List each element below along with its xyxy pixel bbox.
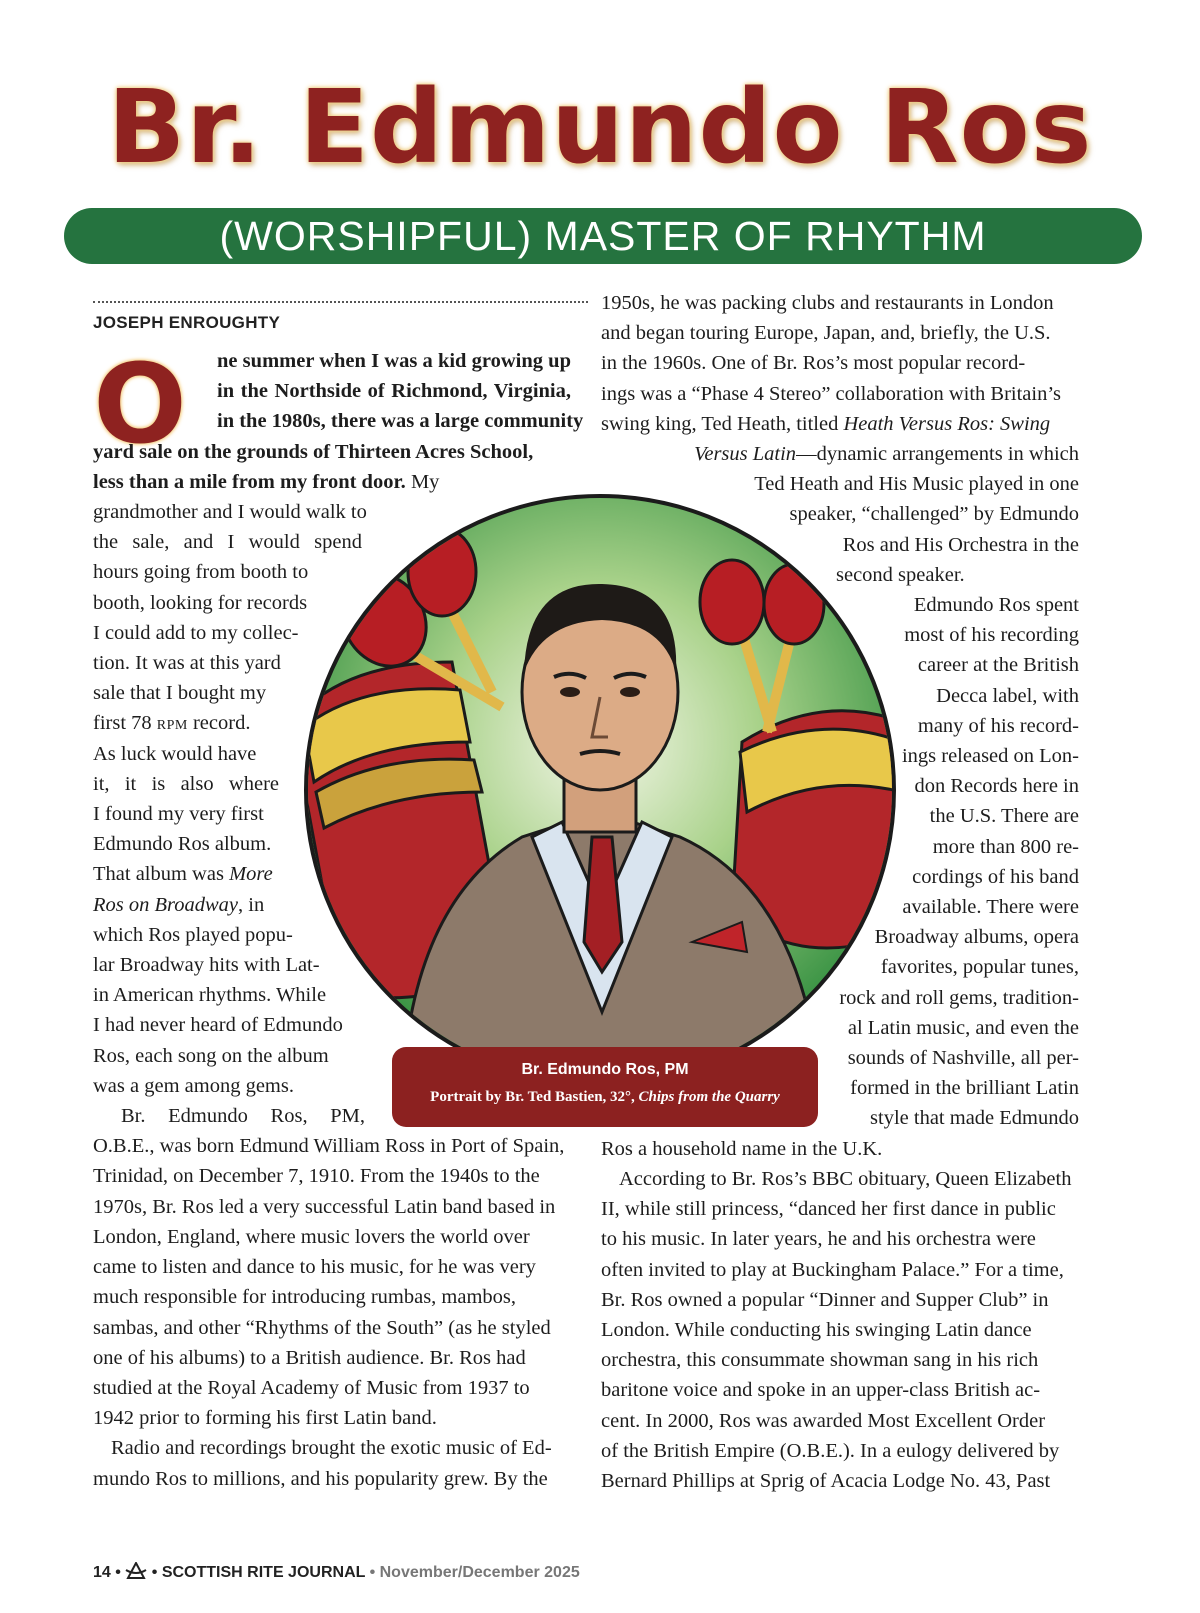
footer-bullet: • <box>369 1564 376 1581</box>
text-line: in American rhythms. While <box>93 984 327 1007</box>
text-span: first 78 <box>93 712 157 735</box>
drop-cap: O <box>93 340 187 468</box>
text-line: mundo Ros to millions, and his popularity grew. By the <box>93 1467 548 1490</box>
text-line: sambas, and other “Rhythms of the South” (as he styled <box>93 1316 551 1339</box>
text-line: II, while still princess, “danced her first dance in public <box>601 1198 1056 1221</box>
text-line: more than 800 re- <box>932 835 1079 858</box>
text-line: in the Northside of Richmond, Virginia, <box>217 380 571 403</box>
page-number: 14 <box>93 1564 111 1581</box>
text-line: which Ros played popu- <box>93 923 293 946</box>
text-line: 1942 prior to forming his first Latin band. <box>93 1407 437 1430</box>
text-line: Radio and recordings brought the exotic music of Ed- <box>111 1437 552 1460</box>
text-line: London, England, where music lovers the world over <box>93 1225 530 1248</box>
subtitle-banner: (WORSHIPFUL) MASTER OF RHYTHM <box>64 208 1142 264</box>
text-line: Trinidad, on December 7, 1910. From the 1940s to the <box>93 1165 540 1188</box>
text-line: As luck would have <box>93 742 257 765</box>
text-line <box>601 409 1079 439</box>
text-line: Ted Heath and His Music played in one <box>754 473 1079 496</box>
text-line <box>601 439 1079 469</box>
issue-date: November/December 2025 <box>379 1564 580 1581</box>
text-line: sounds of Nashville, all per- <box>847 1047 1079 1070</box>
text-line: it, it is also where <box>93 772 279 795</box>
text-line: ings was a “Phase 4 Stereo” collaboration with Britain’s <box>601 382 1062 405</box>
text-line: Br. Edmundo Ros, PM, <box>121 1105 365 1128</box>
text-span: , in <box>238 893 265 916</box>
text-line: cordings of his band <box>912 865 1079 888</box>
footer-bullet: • <box>151 1564 158 1581</box>
text-span: record. <box>187 712 251 735</box>
text-span: swing king, Ted Heath, titled <box>601 412 844 435</box>
text-line: cent. In 2000, Ros was awarded Most Excellent Order <box>601 1409 1046 1432</box>
text-line: I had never heard of Edmundo <box>93 1014 343 1037</box>
text-line: was a gem among gems. <box>93 1074 294 1097</box>
text-line: ne summer when I was a kid growing up <box>217 350 571 372</box>
publication-name: SCOTTISH RITE JOURNAL <box>161 1564 366 1581</box>
caption-source: Chips from the Quarry <box>638 1089 780 1105</box>
text-span: rpm <box>156 712 188 735</box>
text-line: Edmundo Ros album. <box>93 833 272 856</box>
double-headed-eagle-icon <box>125 1562 147 1580</box>
text-line: Edmundo Ros spent <box>913 594 1079 617</box>
text-line: Broadway albums, opera <box>874 926 1079 949</box>
text-line: According to Br. Ros’s BBC obituary, Queen Elizabeth <box>619 1167 1072 1190</box>
text-span: My <box>410 470 440 493</box>
text-line: many of his record- <box>917 714 1079 737</box>
text-line: lar Broadway hits with Lat- <box>93 954 320 977</box>
text-line: career at the British <box>917 654 1079 677</box>
text-span: Versus Latin <box>694 443 797 466</box>
text-line: Ros a household name in the U.K. <box>601 1137 883 1160</box>
caption-credit-text: Portrait by Br. Ted Bastien, 32°, <box>430 1089 639 1105</box>
text-line: the sale, and I would spend <box>93 531 362 554</box>
text-line: formed in the brilliant Latin <box>850 1077 1079 1100</box>
text-line: second speaker. <box>836 563 965 586</box>
text-line: available. There were <box>902 896 1079 919</box>
text-line: tion. It was at this yard <box>93 652 281 675</box>
text-line: ings released on Lon- <box>901 745 1079 768</box>
text-line: orchestra, this consummate showman sang in his rich <box>601 1349 1039 1372</box>
text-line: Bernard Phillips at Sprig of Acacia Lodge No. 43, Past <box>601 1469 1051 1492</box>
text-line: I found my very first <box>93 803 264 826</box>
text-line: 1950s, he was packing clubs and restaurants in London <box>601 292 1054 314</box>
text-line: and began touring Europe, Japan, and, briefly, the U.S. <box>601 322 1051 345</box>
text-line: one of his albums) to a British audience. Br. Ros had <box>93 1346 526 1369</box>
text-line: Br. Ros owned a popular “Dinner and Supper Club” in <box>601 1288 1049 1311</box>
text-line: studied at the Royal Academy of Music from 1937 to <box>93 1376 530 1399</box>
text-line: hours going from booth to <box>93 561 309 584</box>
footer-bullet: • <box>115 1564 121 1581</box>
text-line: most of his recording <box>904 624 1079 647</box>
text-line: in the 1960s. One of Br. Ros’s most popular record- <box>601 352 1026 375</box>
caption-credit <box>392 1089 818 1106</box>
text-line: don Records here in <box>914 775 1079 798</box>
text-line: the U.S. There are <box>929 805 1079 828</box>
text-line: Ros and His Orchestra in the <box>842 533 1079 556</box>
byline-rule <box>93 301 588 303</box>
text-line: rock and roll gems, tradition- <box>839 986 1079 1009</box>
text-line: baritone voice and spoke in an upper-class British ac- <box>601 1379 1041 1402</box>
text-line: booth, looking for records <box>93 591 308 614</box>
caption-name: Br. Edmundo Ros, PM <box>521 1061 689 1078</box>
text-line: 1970s, Br. Ros led a very successful Latin band based in <box>93 1195 556 1218</box>
text-line: in the 1980s, there was a large community <box>217 410 584 433</box>
text-line: to his music. In later years, he and his orchestra were <box>601 1228 1036 1251</box>
text-line: I could add to my collec- <box>93 621 299 644</box>
portrait-illustration <box>302 492 898 1088</box>
page-footer <box>93 1562 580 1582</box>
text-line: yard sale on the grounds of Thirteen Acres School, <box>93 440 534 463</box>
text-span: Heath Versus Ros: Swing <box>843 412 1051 435</box>
text-line: London. While conducting his swinging Latin dance <box>601 1318 1032 1341</box>
text-span: less than a mile from my front door. <box>93 470 406 493</box>
text-line: much responsible for introducing rumbas, mambos, <box>93 1286 517 1309</box>
text-line: O.B.E., was born Edmund William Ross in Port of Spain, <box>93 1135 565 1158</box>
article-title: Br. Edmundo Ros <box>107 68 1093 187</box>
text-line: speaker, “challenged” by Edmundo <box>789 503 1079 526</box>
text-line: came to listen and dance to his music, for he was very <box>93 1256 536 1279</box>
text-span: —dynamic arrangements in which <box>796 443 1079 466</box>
text-span: Ros on Broadway <box>93 893 239 916</box>
text-line: grandmother and I would walk to <box>93 501 367 524</box>
text-span: That album was <box>93 863 230 886</box>
text-line: Ros, each song on the album <box>93 1044 329 1067</box>
text-span: More <box>229 863 273 886</box>
text-line: style that made Edmundo <box>870 1107 1079 1130</box>
text-line: favorites, popular tunes, <box>880 956 1079 979</box>
portrait-caption <box>392 1047 818 1127</box>
text-line: sale that I bought my <box>93 682 267 705</box>
byline: JOSEPH ENROUGHTY <box>93 313 281 332</box>
text-line: al Latin music, and even the <box>847 1016 1079 1039</box>
text-line: Decca label, with <box>936 684 1079 707</box>
text-line: often invited to play at Buckingham Palace.” For a time, <box>601 1258 1064 1281</box>
text-line: of the British Empire (O.B.E.). In a eulogy delivered by <box>601 1439 1060 1462</box>
